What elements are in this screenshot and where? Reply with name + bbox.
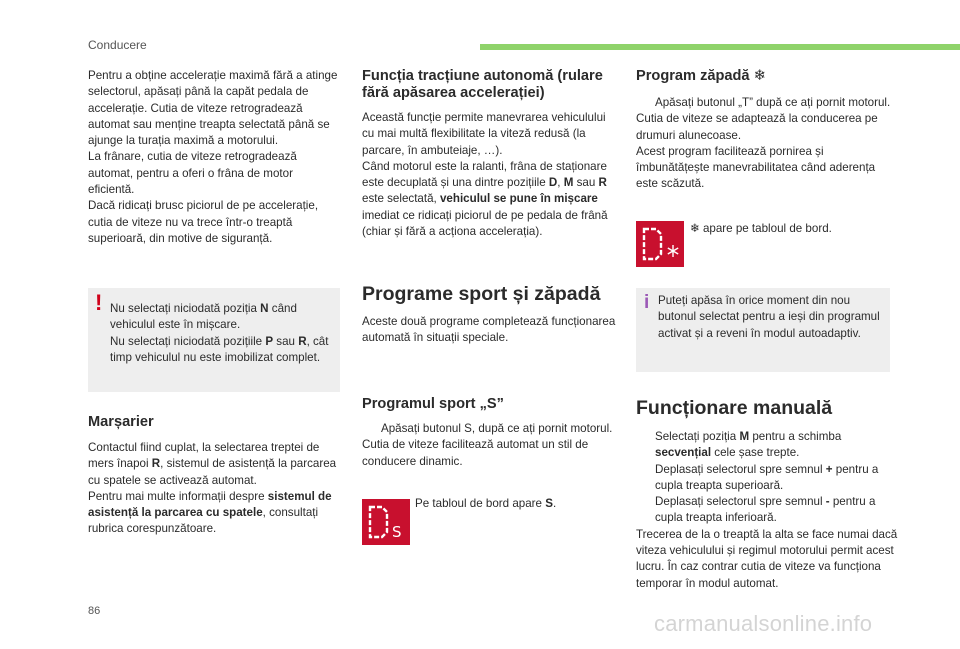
- warning-note: [88, 288, 340, 392]
- autonomous-paragraph: Când motorul este la ralanti, frâna de staționare este decuplată și una dintre pozițiile D, M sau R este selectată, vehiculul se pune în mișcare imediat ce ridicați piciorul de pe pedala de frână (chiar și fără a acționa accelerația).: [362, 159, 608, 239]
- warning-text: Nu selectați niciodată poziția N când vehiculul este în mișcare. Nu selectați niciodată pozițiile P sau R, cât timp vehiculul nu este imobilizat complet.: [110, 302, 329, 364]
- sport-dashboard-icon: [362, 499, 410, 545]
- snow-paragraph: Cutia de viteze se adaptează la conducerea pe drumuri alunecoase.: [636, 112, 878, 142]
- warning-icon: !: [95, 290, 103, 315]
- sport-section: [362, 396, 620, 470]
- snow-paragraph: Acest program facilitează pornirea și îmbunătățește manevrabilitatea când aderența este scăzută.: [636, 144, 876, 191]
- snow-section: [636, 68, 898, 193]
- autonomous-heading: Funcția tracțiune autonomă (rulare fără apăsarea accelerației): [362, 68, 603, 101]
- list-item: Deplasați selectorul spre semnul - pentru a cupla treapta inferioară.: [655, 495, 876, 525]
- intro-paragraph: Pentru a obține accelerație maximă fără a atinge selectorul, apăsați până la capăt pedala de accelerație. Cutia de viteze retrogradează automat sau menține treapta selectată până se ajunge la turația maximă a motorului.: [88, 69, 338, 148]
- programs-heading: Programe sport și zăpadă: [362, 283, 601, 305]
- snow-heading: Program zăpadă ❄: [636, 68, 766, 84]
- info-icon: i: [644, 292, 650, 313]
- page-number: 86: [88, 605, 101, 617]
- section-title: Conducere: [88, 38, 147, 52]
- list-item: Selectați poziția M pentru a schimba secvențial cele șase trepte.: [655, 430, 842, 460]
- reverse-heading: Marșarier: [88, 414, 154, 430]
- list-item: Apăsați butonul S, după ce ați pornit motorul.: [381, 422, 613, 435]
- reverse-section: [88, 414, 342, 538]
- manual-heading: Funcționare manuală: [636, 397, 833, 419]
- info-note: [636, 288, 890, 372]
- sport-s-icon: [362, 499, 410, 545]
- manual-text: Trecerea de la o treaptă la alta se face numai dacă viteza vehiculului și regimul motorului permit acest lucru. În caz contrar cutia de viteze va funcționa temporar în modul automat.: [636, 527, 898, 590]
- info-text: Puteți apăsa în orice moment din nou butonul selectat pentru a ieși din programul activat și a reveni în modul autoadaptiv.: [658, 294, 880, 340]
- svg-text:S: S: [392, 523, 402, 541]
- intro-paragraph: Dacă ridicați brusc piciorul de pe accelerație, cutia de viteze nu va trece într-o treaptă superioară, din motive de siguranță.: [88, 199, 319, 245]
- snow-mode-icon: [636, 221, 684, 267]
- snow-dashboard-icon: [636, 221, 684, 267]
- autonomous-paragraph: Această funcție permite manevrarea vehiculului cu mai multă flexibilitate la viteză redusă (la parcare, în ambuteiaje, …).: [362, 111, 606, 157]
- intro-text: [88, 68, 342, 247]
- snowflake-icon: ❄: [690, 222, 700, 235]
- sport-icon-caption: Pe tabloul de bord apare S.: [415, 497, 557, 510]
- manual-section: [636, 397, 898, 592]
- list-item: Apăsați butonul „T” după ce ați pornit motorul.: [655, 96, 891, 109]
- sport-text: Cutia de viteze facilitează automat un stil de conducere dinamic.: [362, 438, 589, 468]
- reverse-text: Contactul fiind cuplat, la selectarea treptei de mers înapoi R, sistemul de asistență la parcarea cu spatele se activează automat. Pentru mai multe informații despre sistemul de asistență la parcarea cu spatele, consultați rubrica corespunzătoare.: [88, 441, 337, 536]
- autonomous-section: [362, 68, 620, 240]
- sport-heading: Programul sport „S”: [362, 396, 504, 412]
- programs-text: Aceste două programe completează funcționarea automată în situații speciale.: [362, 315, 616, 345]
- snow-icon-caption: ❄ apare pe tabloul de bord.: [690, 222, 832, 235]
- snowflake-icon: ❄: [753, 68, 766, 84]
- section-accent-bar: [480, 44, 960, 50]
- intro-paragraph: La frânare, cutia de viteze retrogradează automat, pentru a oferi o frâna de motor eficientă.: [88, 150, 297, 197]
- programs-section: [362, 283, 620, 347]
- list-item: Deplasați selectorul spre semnul + pentru a cupla treapta superioară.: [655, 462, 879, 492]
- watermark: carmanualsonline.info: [654, 611, 873, 636]
